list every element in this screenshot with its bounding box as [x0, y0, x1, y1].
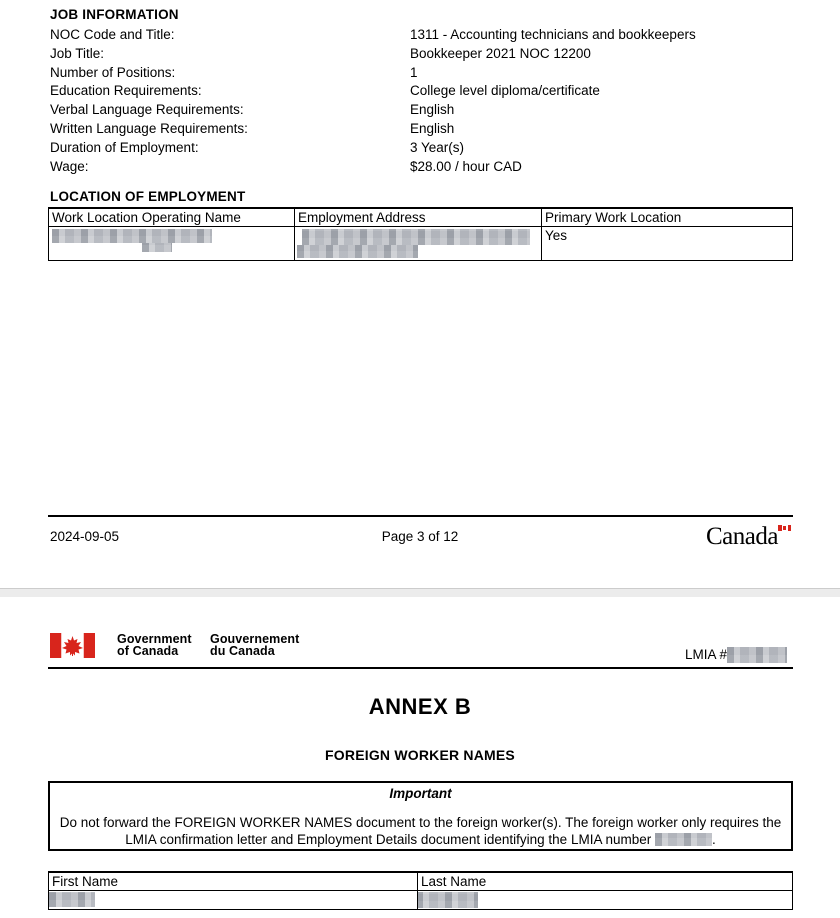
job-information-list: [50, 26, 696, 176]
column-header: Employment Address: [295, 208, 542, 227]
table-header-row: [49, 208, 793, 227]
field-value: Bookkeeper 2021 NOC 12200: [410, 45, 591, 61]
location-of-employment-heading: LOCATION OF EMPLOYMENT: [50, 189, 246, 204]
field-label: Duration of Employment:: [50, 139, 199, 155]
pdf-page-4: [0, 597, 840, 918]
column-header: Primary Work Location: [542, 208, 793, 227]
gouvernement-du-canada-text-fr: [210, 634, 299, 657]
gov-fr-line1: Gouvernement: [210, 632, 300, 646]
field-value: College level diploma/certificate: [410, 83, 600, 99]
gov-fr-line2: du Canada: [210, 643, 275, 658]
job-info-row: [50, 139, 696, 158]
lmia-number-line: [685, 647, 787, 663]
employment-address-cell: [295, 227, 542, 261]
field-value: 1: [410, 64, 418, 80]
column-header: Work Location Operating Name: [49, 208, 295, 227]
field-label: Wage:: [50, 158, 89, 174]
redacted-lmia-number-inline: [655, 833, 712, 846]
foreign-worker-names-table: [48, 871, 793, 910]
footer-date: 2024-09-05: [50, 529, 120, 544]
field-value: $28.00 / hour CAD: [410, 158, 522, 174]
field-label: Job Title:: [50, 45, 105, 61]
job-info-row: [50, 120, 696, 139]
redacted-work-location-name: [52, 229, 212, 243]
table-header-row: [49, 872, 793, 891]
table-row: [49, 891, 793, 910]
column-header: Last Name: [418, 872, 793, 891]
job-info-row: [50, 26, 696, 45]
foreign-worker-names-subtitle: FOREIGN WORKER NAMES: [325, 747, 515, 763]
field-label: Education Requirements:: [50, 83, 202, 99]
lmia-label: LMIA #: [685, 647, 728, 662]
job-info-row: [50, 82, 696, 101]
canada-wordmark-flag-icon: [778, 525, 791, 533]
redacted-last-name: [418, 892, 479, 908]
field-label: Number of Positions:: [50, 64, 176, 80]
field-value: 1311 - Accounting technicians and bookkeepers: [410, 27, 696, 42]
last-name-cell: [418, 891, 793, 910]
column-header: First Name: [49, 872, 418, 891]
field-value: English: [410, 102, 455, 118]
field-value: 3 Year(s): [410, 139, 465, 155]
footer-divider: [48, 515, 793, 517]
redacted-employment-address-line2: [297, 245, 418, 258]
important-body-text: Do not forward the FOREIGN WORKER NAMES document to the foreign worker(s). The foreign worker only requires the LMIA confirmation letter and Employment Details document identifying the LMIA number: [59, 815, 782, 847]
gov-en-line2: of Canada: [117, 643, 179, 658]
canada-wordmark: [706, 524, 778, 549]
annex-b-title: ANNEX B: [368, 694, 472, 719]
job-information-heading: JOB INFORMATION: [50, 7, 179, 22]
primary-work-location-cell: Yes: [542, 227, 793, 261]
job-info-row: [50, 64, 696, 83]
work-location-operating-name-cell: [49, 227, 295, 261]
field-value: English: [410, 120, 455, 136]
redacted-first-name: [49, 892, 95, 907]
important-title: Important: [389, 786, 452, 801]
important-body-period: .: [712, 831, 716, 847]
redacted-employment-address-line1: [302, 229, 530, 245]
important-notice-box: [48, 781, 793, 851]
field-label: Written Language Requirements:: [50, 120, 248, 136]
header-divider: [48, 667, 793, 669]
job-info-row: [50, 45, 696, 64]
job-info-row: [50, 158, 696, 177]
important-body: [50, 801, 791, 851]
table-row: [49, 227, 793, 261]
government-of-canada-text-en: [117, 634, 192, 657]
redacted-lmia-number: [727, 647, 787, 663]
first-name-cell: [49, 891, 418, 910]
canada-wordmark-text: Canada: [706, 523, 778, 550]
job-info-row: [50, 101, 696, 120]
field-label: Verbal Language Requirements:: [50, 102, 244, 118]
redacted-work-location-name-fragment: [142, 243, 172, 252]
footer-page-indicator: Page 3 of 12: [381, 529, 459, 544]
location-of-employment-table: [48, 207, 793, 261]
canada-flag-icon: [50, 633, 95, 658]
gov-en-line1: Government: [117, 632, 192, 646]
field-label: NOC Code and Title:: [50, 27, 175, 42]
